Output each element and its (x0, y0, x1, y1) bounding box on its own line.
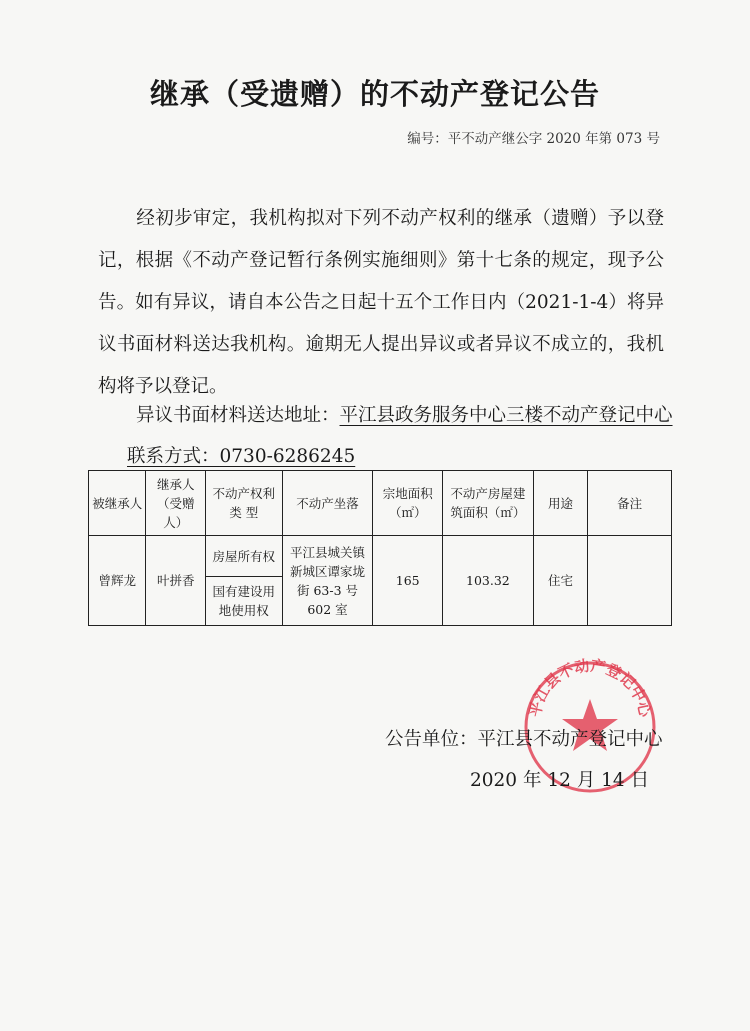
announcement-body-text: 经初步审定，我机构拟对下列不动产权利的继承（遗赠）予以登记，根据《不动产登记暂行条例实施细则》第十七条的规定，现予公告。如有异议，请自本公告之日起十五个工作日内（2021-1-4）将异议书面材料送达我机构。逾期无人提出异议或者异议不成立的，我机构将予以登记。 (98, 208, 664, 397)
table-row (89, 536, 672, 577)
header-decedent: 被继承人 (89, 471, 146, 536)
header-remarks: 备注 (588, 471, 672, 536)
cell-usage: 住宅 (533, 536, 587, 626)
contact-info (127, 443, 355, 471)
contact-label: 联系方式： (127, 446, 220, 467)
objection-address-label: 异议书面材料送达地址： (136, 405, 340, 426)
contact-value: 0730-6286245 (219, 446, 356, 467)
cell-building-area: 103.32 (443, 536, 534, 626)
table-header-row (89, 471, 672, 536)
cell-remarks (588, 536, 672, 626)
issue-date: 2020 年 12 月 14 日 (470, 770, 650, 791)
registration-table (88, 470, 672, 626)
header-heir: 继承人（受赠人） (146, 471, 206, 536)
cell-right-type-1: 房屋所有权 (205, 536, 282, 577)
page-title: 继承（受遗赠）的不动产登记公告 (149, 77, 600, 111)
seal-text: 平江县不动产登记中心 (525, 657, 655, 719)
header-location: 不动产坐落 (282, 471, 373, 536)
header-usage: 用途 (533, 471, 587, 536)
cell-right-type-2: 国有建设用地使用权 (205, 577, 282, 626)
cell-decedent: 曾辉龙 (89, 536, 146, 626)
header-right-type: 不动产权利类 型 (205, 471, 282, 536)
cell-heir: 叶拼香 (146, 536, 206, 626)
document-number: 编号：平不动产继公字 2020 年第 073 号 (407, 131, 660, 147)
objection-address (136, 402, 673, 430)
cell-location: 平江县城关镇新城区谭家垅街 63-3 号 602 室 (282, 536, 373, 626)
objection-address-value: 平江县政务服务中心三楼不动产登记中心 (339, 405, 673, 426)
header-building-area: 不动产房屋建筑面积（㎡） (443, 471, 534, 536)
cell-land-area: 165 (373, 536, 443, 626)
header-land-area: 宗地面积（㎡） (373, 471, 443, 536)
announcement-body (98, 198, 664, 408)
issuing-unit: 公告单位：平江县不动产登记中心 (385, 729, 663, 750)
